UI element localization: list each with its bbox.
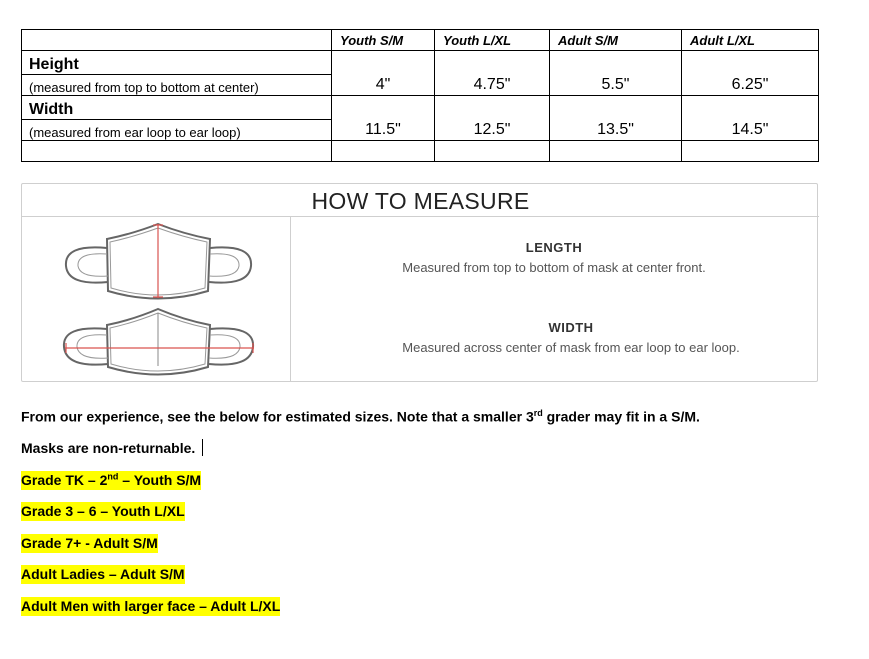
width-youth-lxl: 12.5" [435, 96, 550, 141]
width-sublabel: (measured from ear loop to ear loop) [22, 120, 332, 141]
header-youth-lxl: Youth L/XL [435, 30, 550, 51]
header-adult-lxl: Adult L/XL [682, 30, 819, 51]
width-youth-sm: 11.5" [332, 96, 435, 141]
mask-diagram [22, 216, 291, 381]
table-row-width-label [22, 96, 819, 120]
height-adult-sm: 5.5" [550, 51, 682, 96]
table-row-height-label [22, 51, 819, 75]
adult-ladies-note: Adult Ladies – Adult S/M [21, 566, 185, 582]
measure-instructions [291, 216, 817, 381]
grade-7-note: Grade 7+ - Adult S/M [21, 535, 158, 551]
size-table [21, 29, 819, 162]
table-row-blank [22, 141, 819, 162]
height-youth-sm: 4" [332, 51, 435, 96]
header-adult-sm: Adult S/M [550, 30, 682, 51]
mask-length-icon [66, 224, 251, 299]
how-to-measure-title: HOW TO MEASURE [22, 184, 819, 217]
length-label: LENGTH [525, 240, 583, 255]
length-description: Measured from top to bottom of mask at center front. [402, 260, 706, 275]
header-blank-cell [22, 30, 332, 51]
intro-note: From our experience, see the below for estimated sizes. Note that a smaller 3rd grader may fit in a S/M. [21, 408, 700, 425]
adult-men-note: Adult Men with larger face – Adult L/XL [21, 598, 281, 614]
height-adult-lxl: 6.25" [682, 51, 819, 96]
mask-illustration [22, 216, 290, 381]
height-label: Height [22, 51, 332, 75]
width-adult-sm: 13.5" [550, 96, 682, 141]
header-youth-sm: Youth S/M [332, 30, 435, 51]
table-header-row [22, 30, 819, 51]
width-label: Width [22, 96, 332, 120]
how-to-measure-panel [21, 183, 818, 382]
grade-3-6-note: Grade 3 – 6 – Youth L/XL [21, 503, 185, 519]
text-cursor [202, 439, 203, 456]
grade-tk-note: Grade TK – 2nd – Youth S/M [21, 471, 202, 488]
width-adult-lxl: 14.5" [682, 96, 819, 141]
width-measure-description: Measured across center of mask from ear loop to ear loop. [402, 340, 740, 355]
non-returnable-note: Masks are non-returnable. [21, 439, 203, 456]
mask-width-icon [64, 309, 254, 375]
width-measure-label: WIDTH [548, 320, 594, 335]
height-youth-lxl: 4.75" [435, 51, 550, 96]
height-sublabel: (measured from top to bottom at center) [22, 75, 332, 96]
